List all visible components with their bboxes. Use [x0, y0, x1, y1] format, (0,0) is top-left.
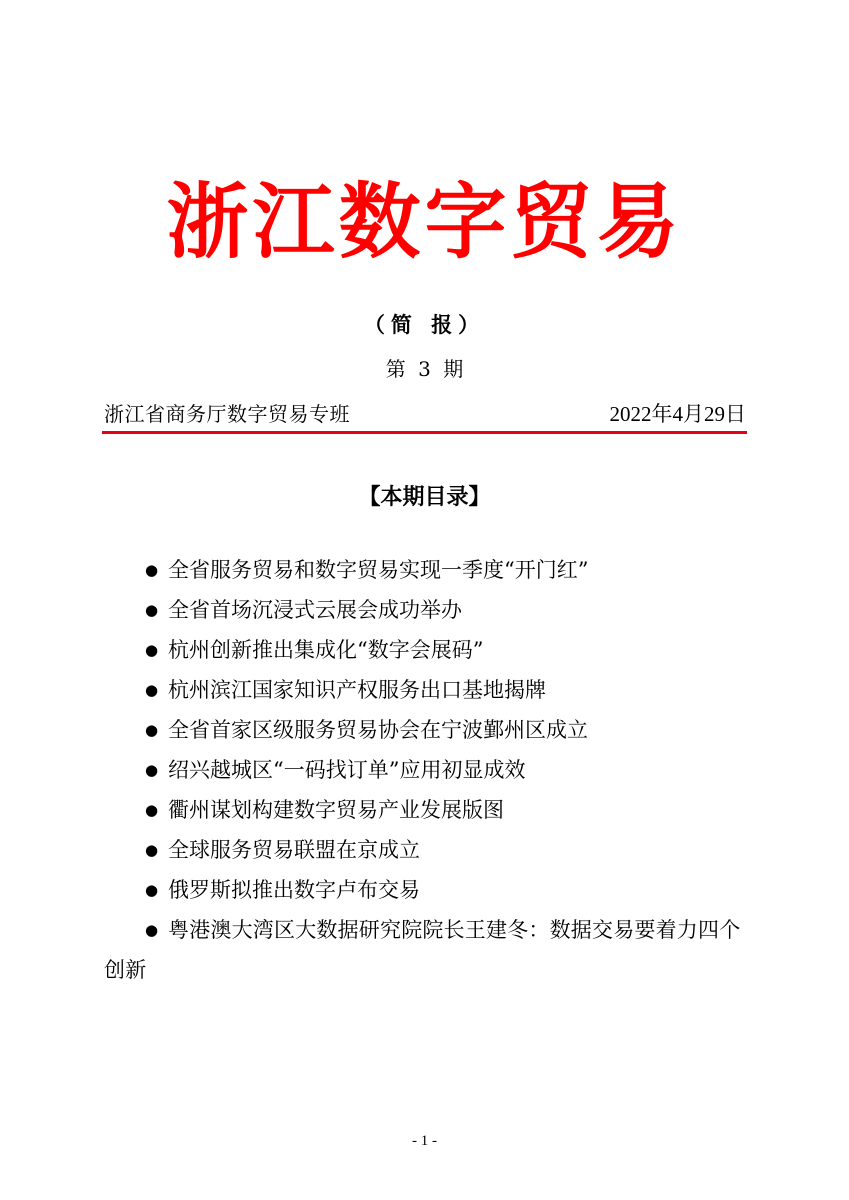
- issue-number: 第 3 期: [385, 357, 464, 381]
- toc-item-text: 全省首场沉浸式云展会成功举办: [168, 598, 462, 622]
- toc-item: [104, 590, 749, 630]
- toc-item: [104, 750, 749, 790]
- toc-item: [104, 630, 749, 670]
- bullet-icon: ●: [145, 681, 159, 699]
- toc-item-text: 绍兴越城区“一码找订单”应用初显成效: [168, 758, 526, 782]
- toc-item-text: 全省服务贸易和数字贸易实现一季度“开门红”: [168, 558, 589, 582]
- bullet-icon: ●: [145, 841, 159, 859]
- toc-item-text: 杭州滨江国家知识产权服务出口基地揭牌: [168, 678, 546, 702]
- bullet-icon: ●: [145, 881, 159, 899]
- toc-item: [104, 910, 749, 990]
- toc-item: [104, 670, 749, 710]
- toc-item-text: 杭州创新推出集成化“数字会展码”: [168, 638, 484, 662]
- bullet-icon: ●: [145, 721, 159, 739]
- bullet-icon: ●: [145, 601, 159, 619]
- issuer: 浙江省商务厅数字贸易专班: [104, 402, 350, 426]
- toc-item-text: 衢州谋划构建数字贸易产业发展版图: [168, 798, 504, 822]
- table-of-contents: [104, 550, 749, 990]
- bullet-icon: ●: [145, 921, 159, 939]
- toc-item: [104, 790, 749, 830]
- toc-item: [104, 550, 749, 590]
- publication-type: （简 报）: [363, 312, 486, 337]
- page-number: - 1 -: [412, 1133, 437, 1149]
- issuer-row: [104, 399, 746, 429]
- bullet-icon: ●: [145, 561, 159, 579]
- masthead-title: 浙江数字贸易: [166, 174, 683, 270]
- bullet-icon: ●: [145, 801, 159, 819]
- toc-item-text: 全省首家区级服务贸易协会在宁波鄞州区成立: [168, 718, 588, 742]
- bullet-icon: ●: [145, 641, 159, 659]
- toc-heading: 【本期目录】: [358, 485, 491, 510]
- toc-item: [104, 710, 749, 750]
- issue-date: 2022年4月29日: [609, 402, 746, 426]
- toc-item-text: 全球服务贸易联盟在京成立: [168, 838, 420, 862]
- toc-item-text: 俄罗斯拟推出数字卢布交易: [168, 878, 420, 902]
- toc-item: [104, 830, 749, 870]
- red-divider-rule: [102, 431, 747, 434]
- toc-item-text: 粤港澳大湾区大数据研究院院长王建冬：数据交易要着力四个创新: [104, 918, 741, 982]
- bullet-icon: ●: [145, 761, 159, 779]
- toc-item: [104, 870, 749, 910]
